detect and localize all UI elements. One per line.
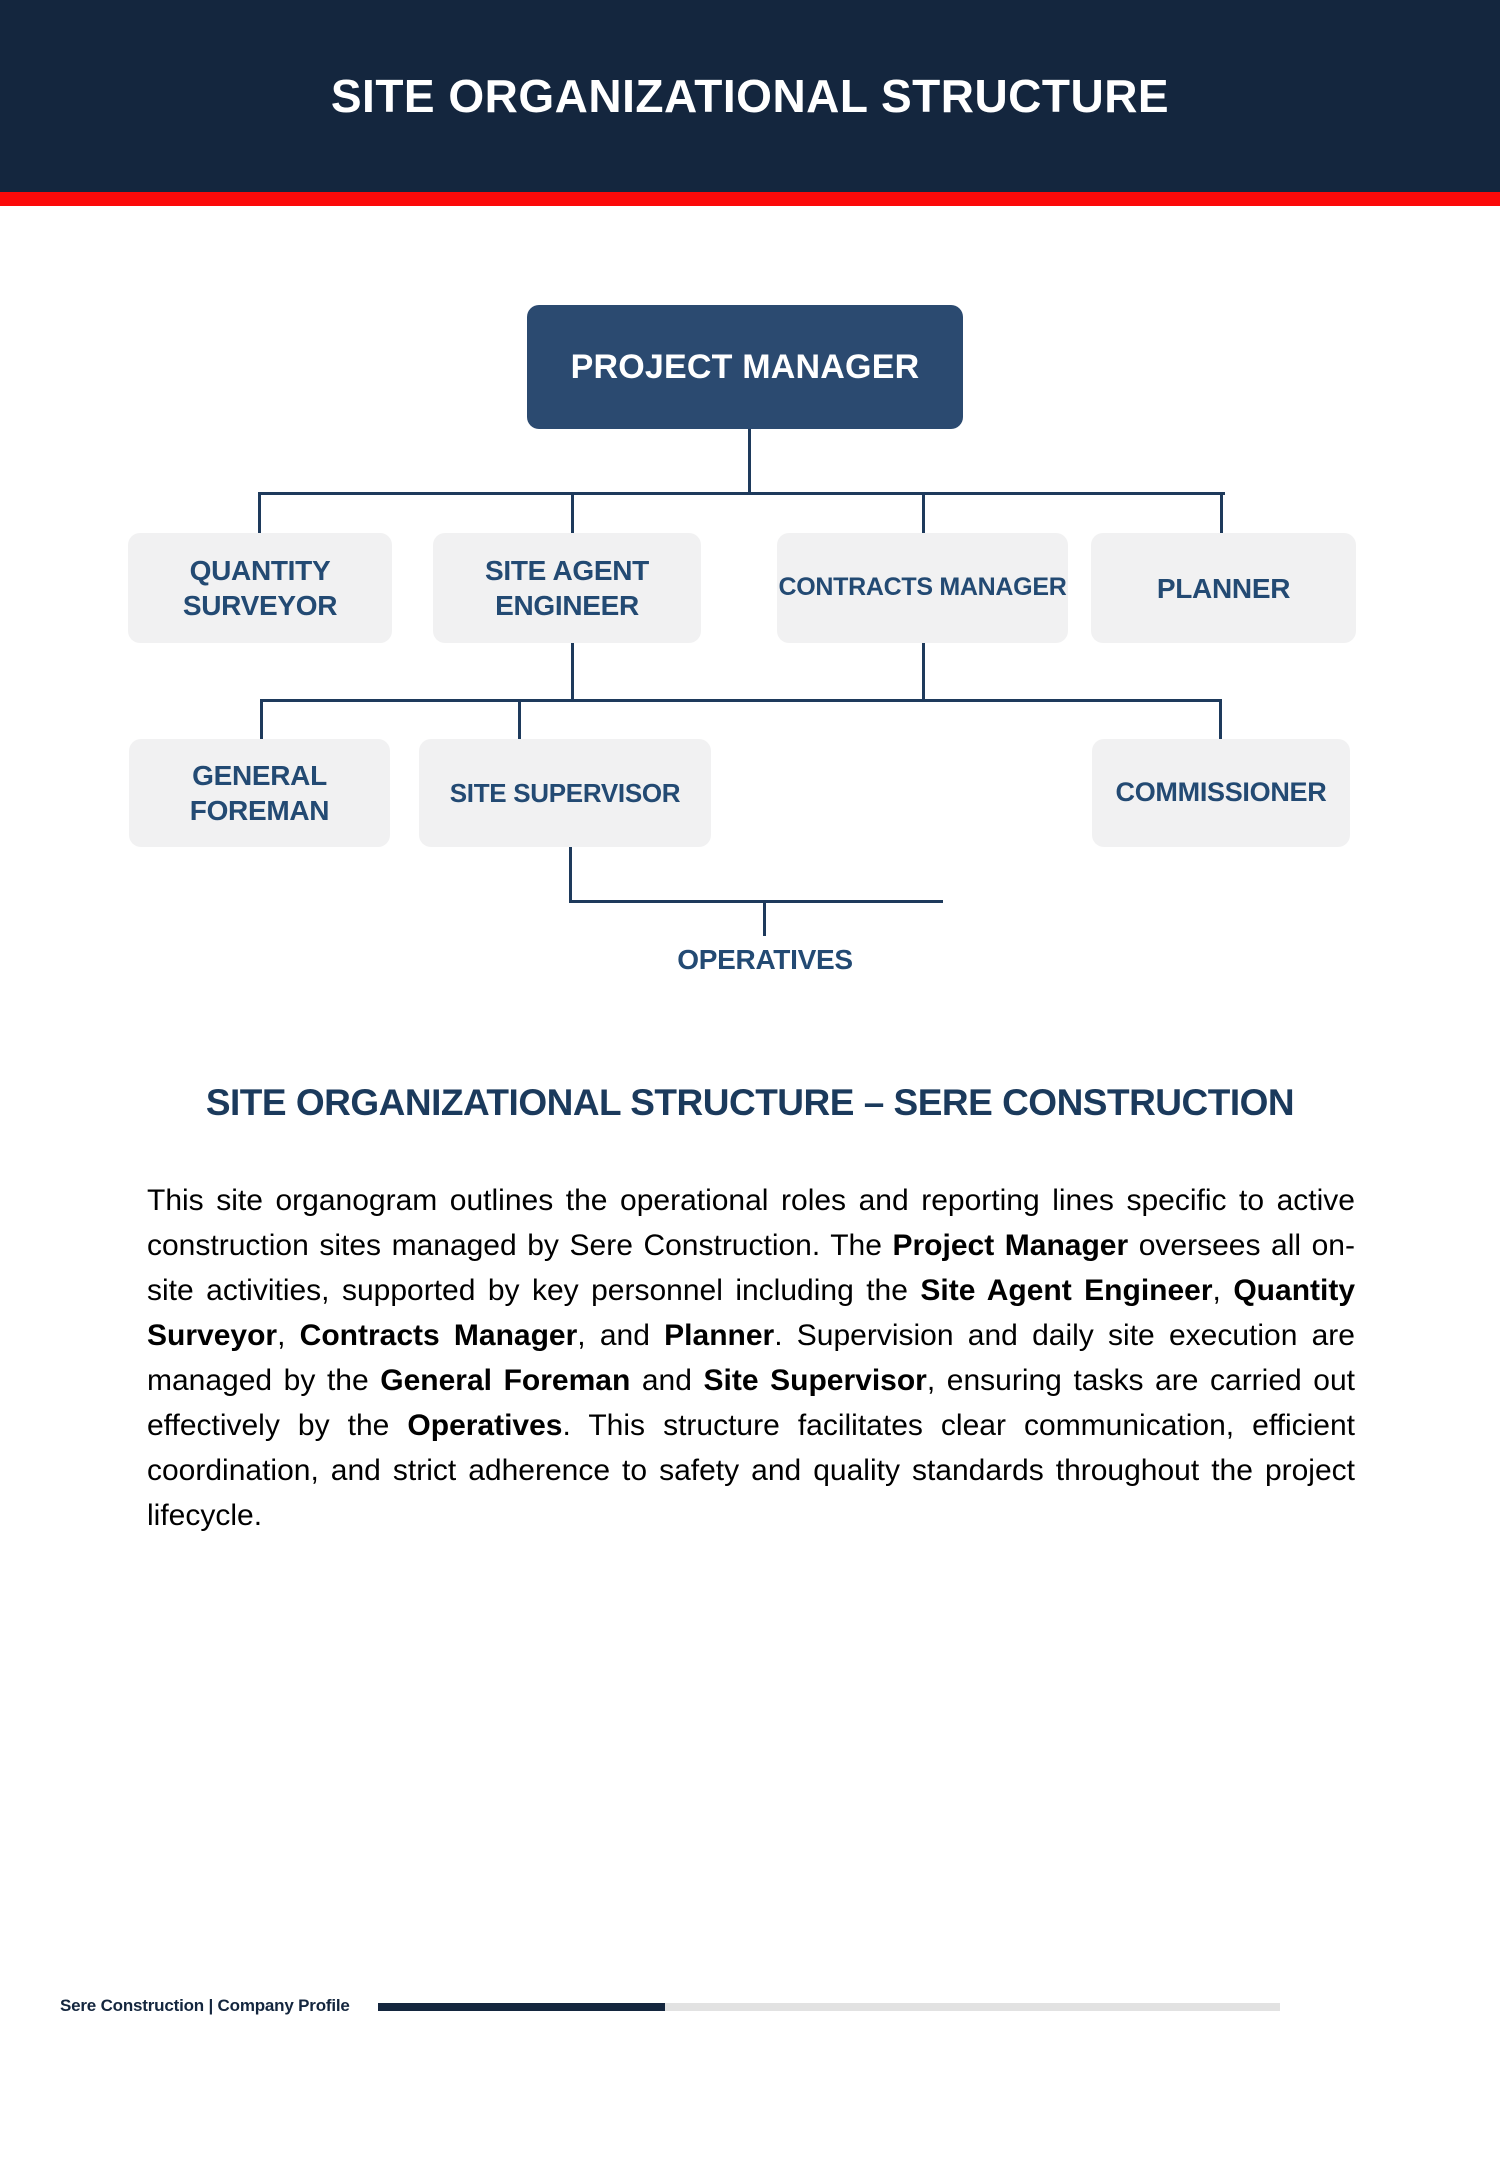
header-red-stripe <box>0 192 1500 206</box>
org-node-site-supervisor: SITE SUPERVISOR <box>419 739 711 847</box>
org-node-contracts-manager: CONTRACTS MANAGER <box>777 533 1068 643</box>
org-connector-line <box>571 643 574 701</box>
org-connector-line <box>258 492 261 533</box>
org-connector-line <box>1219 699 1222 739</box>
org-node-operatives: OPERATIVES <box>677 944 853 975</box>
org-connector-line <box>571 492 574 533</box>
section-heading: SITE ORGANIZATIONAL STRUCTURE – SERE CONSTRUCTION <box>205 1082 1295 1123</box>
footer-text: Sere Construction | Company Profile <box>60 1996 350 2015</box>
page-header-band <box>0 0 1500 192</box>
org-connector-line <box>518 699 521 739</box>
org-connector-line <box>258 492 1225 495</box>
org-connector-line <box>763 900 766 936</box>
org-connector-line <box>1220 492 1223 533</box>
footer-bar-gray <box>665 2003 1280 2011</box>
org-node-quantity-surveyor: QUANTITY SURVEYOR <box>128 533 392 643</box>
org-node-planner: PLANNER <box>1091 533 1356 643</box>
org-node-project-manager: PROJECT MANAGER <box>527 305 963 429</box>
footer-bar-navy <box>378 2003 665 2011</box>
org-node-site-agent-engineer: SITE AGENT ENGINEER <box>433 533 701 643</box>
org-node-commissioner: COMMISSIONER <box>1092 739 1350 847</box>
org-connector-line <box>922 643 925 701</box>
org-connector-line <box>922 492 925 533</box>
org-connector-line <box>748 429 751 494</box>
org-connector-line <box>569 900 943 903</box>
org-connector-line <box>260 699 1222 702</box>
org-connector-line <box>569 847 572 902</box>
org-connector-line <box>260 699 263 739</box>
page-title: SITE ORGANIZATIONAL STRUCTURE <box>330 70 1170 122</box>
org-chart <box>0 206 1500 1086</box>
body-paragraph: This site organogram outlines the operational roles and reporting lines specific to active construction sites managed by Sere Construction. The Project Manager oversees all on-site activities, supported by key personnel including the Site Agent Engineer, Quantity Surveyor, Contracts Manager, and Planner. Supervision and daily site execution are managed by the General Foreman and Site Supervisor, ensuring tasks are carried out effectively by the Operatives. This structure facilitates clear communication, efficient coordination, and strict adherence to safety and quality standards throughout the project lifecycle. <box>147 1184 1356 1532</box>
org-node-general-foreman: GENERAL FOREMAN <box>129 739 390 847</box>
